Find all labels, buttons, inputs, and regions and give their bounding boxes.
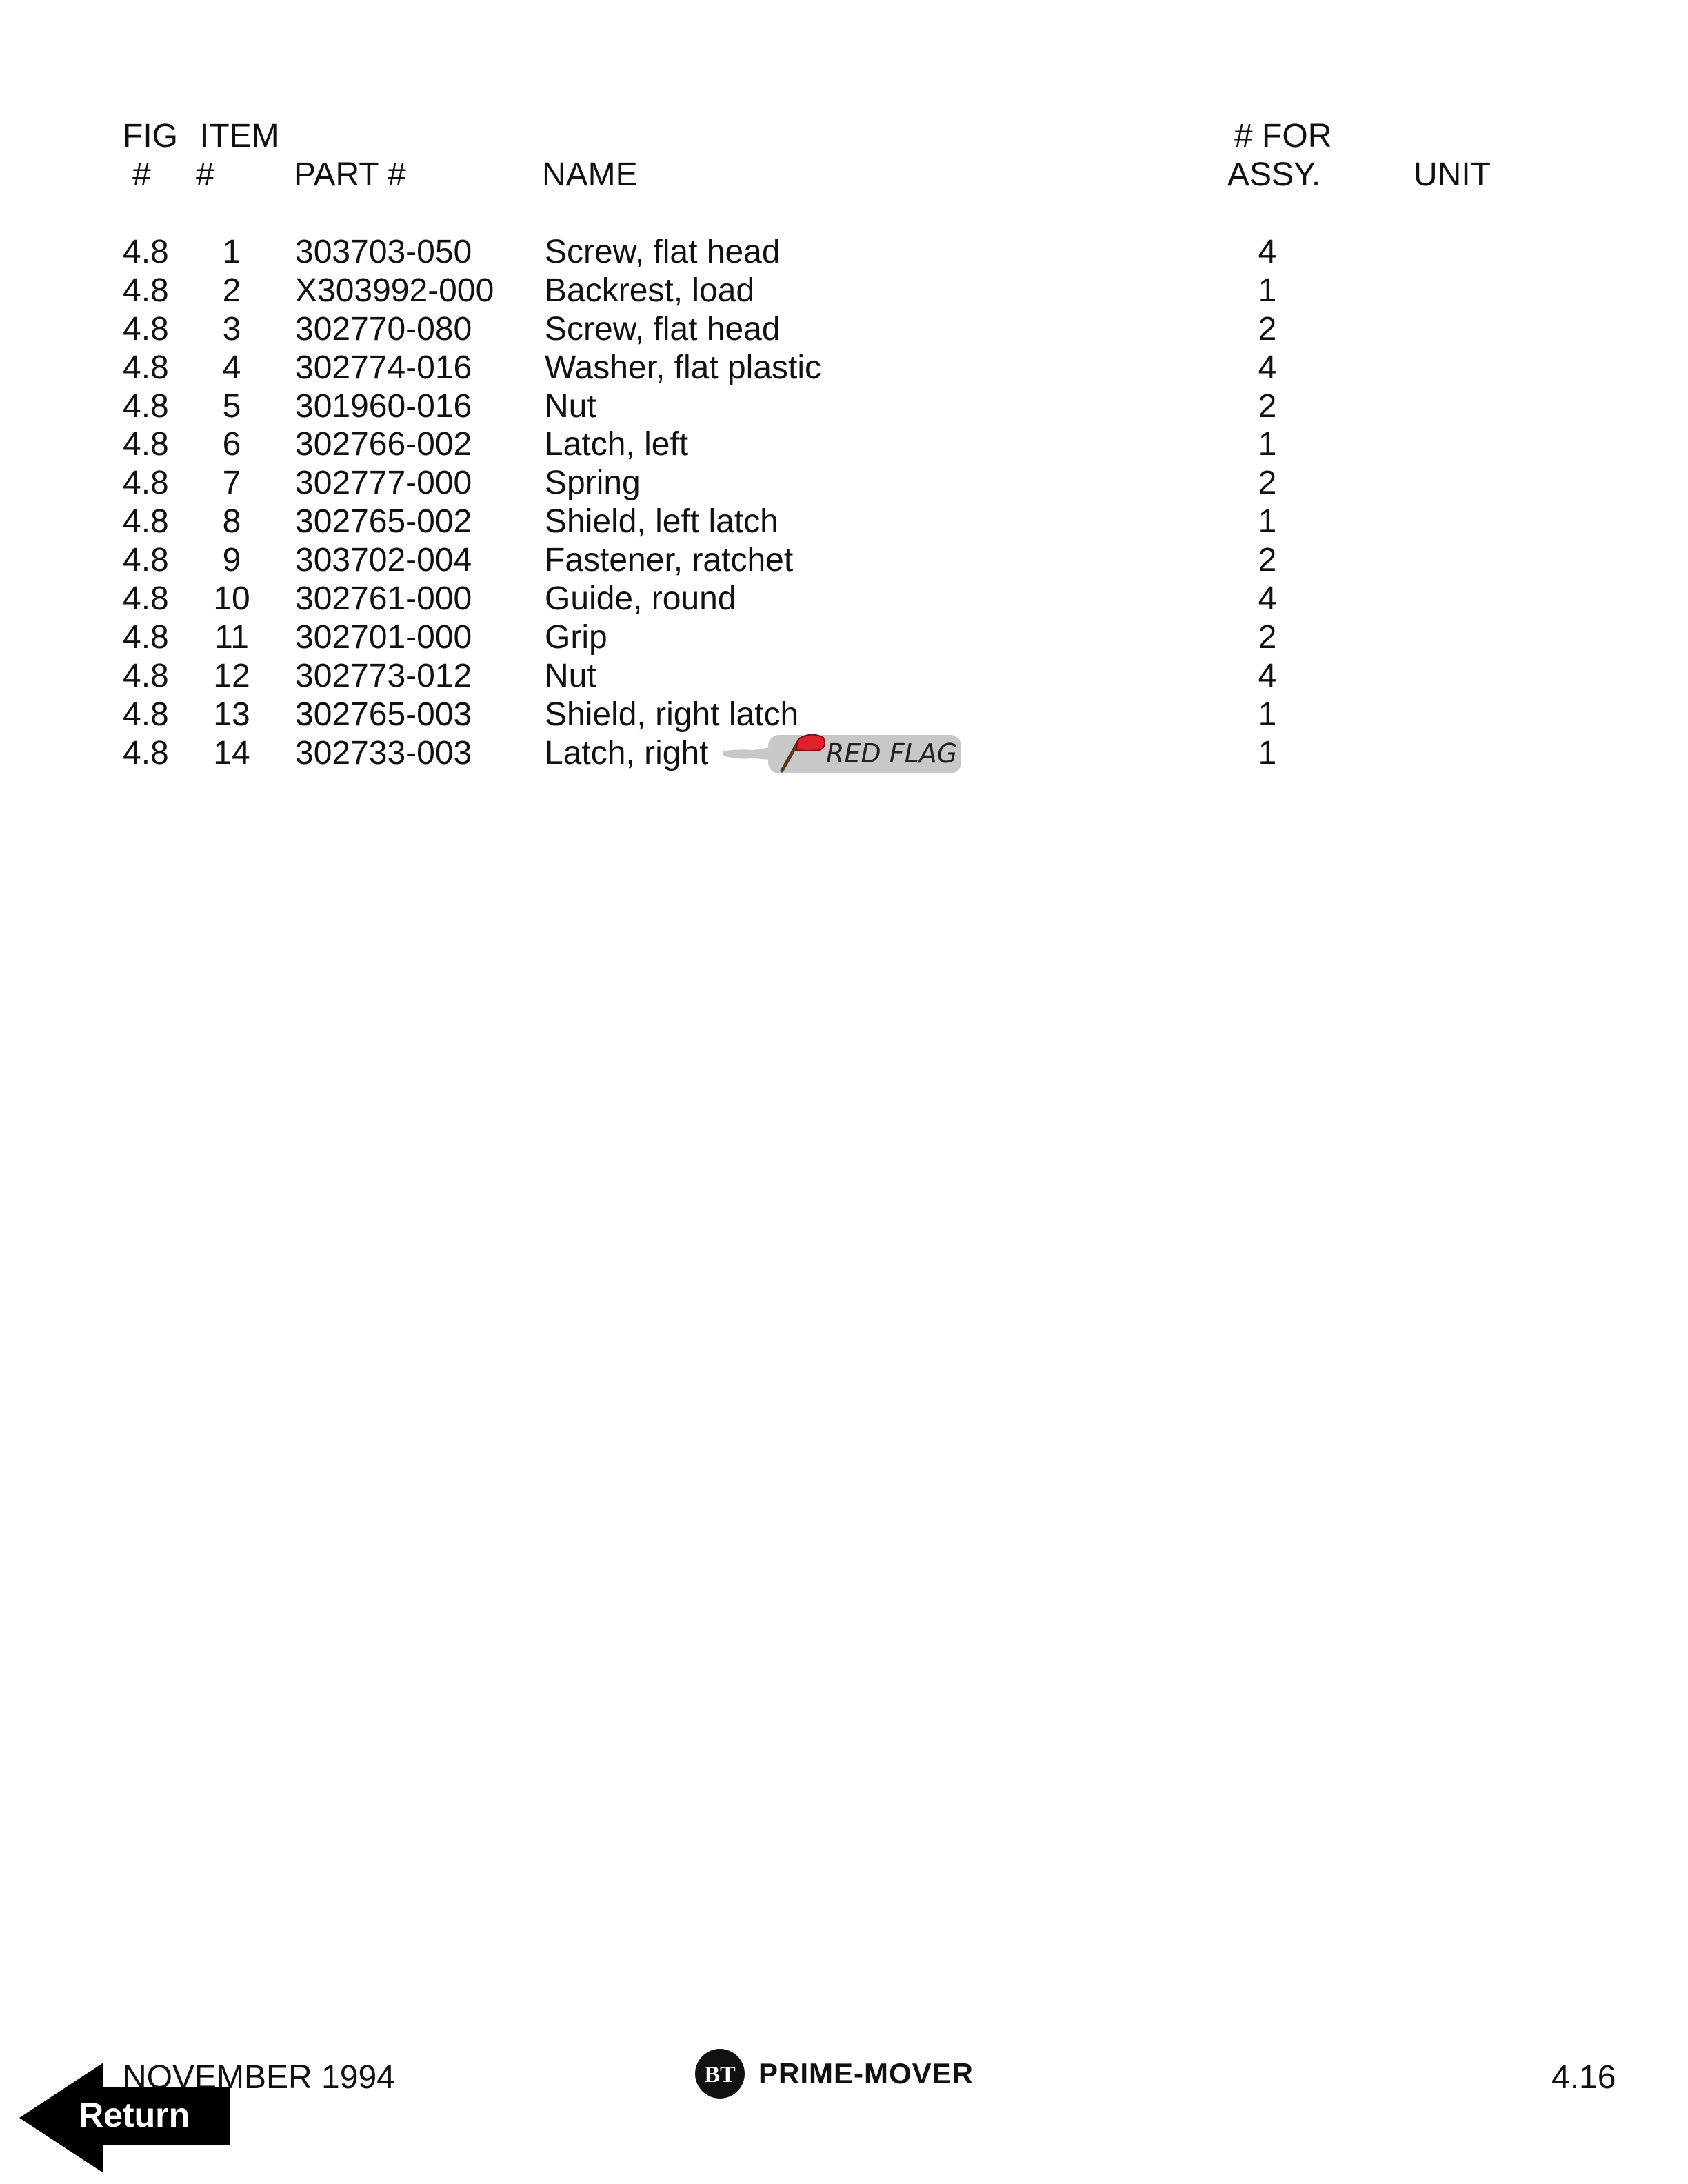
part-cell: 302765-002 — [295, 503, 472, 540]
return-button[interactable] — [19, 2063, 233, 2173]
header-qty-line2: ASSY. — [1227, 156, 1321, 193]
red-flag-icon — [723, 729, 971, 779]
qty-cell: 1 — [1258, 696, 1277, 733]
item-cell: 11 — [214, 618, 249, 656]
fig-cell: 4.8 — [123, 349, 169, 386]
qty-cell: 1 — [1258, 734, 1277, 771]
qty-cell: 2 — [1258, 542, 1277, 579]
part-cell: 302774-016 — [295, 349, 472, 386]
table-row — [0, 233, 1688, 272]
part-cell: 302733-003 — [295, 734, 472, 771]
item-cell: 14 — [213, 734, 250, 771]
parts-table — [0, 233, 1688, 772]
header-item-line1: ITEM — [200, 118, 279, 154]
table-row — [0, 272, 1688, 310]
name-cell: Fastener, ratchet — [545, 542, 794, 579]
fig-cell: 4.8 — [123, 503, 169, 540]
header-item-line2: # — [196, 156, 214, 193]
fig-cell: 4.8 — [123, 734, 169, 771]
table-row — [0, 696, 1688, 734]
part-cell: 302777-000 — [295, 465, 472, 502]
fig-cell: 4.8 — [123, 426, 169, 463]
table-row — [0, 580, 1688, 618]
part-cell: 303703-050 — [295, 234, 472, 270]
name-cell: Spring — [545, 465, 641, 502]
table-row — [0, 503, 1688, 541]
table-row — [0, 387, 1688, 426]
table-row — [0, 310, 1688, 349]
item-cell: 4 — [222, 349, 241, 386]
part-cell: 301960-016 — [295, 387, 472, 425]
item-cell: 12 — [213, 657, 250, 694]
qty-cell: 2 — [1258, 465, 1277, 502]
bt-logo-icon — [694, 2048, 746, 2100]
return-label: Return — [79, 2096, 190, 2134]
svg-text:BT: BT — [704, 2062, 736, 2087]
item-cell: 5 — [222, 387, 241, 425]
part-cell: X303992-000 — [295, 272, 494, 309]
item-cell: 6 — [222, 426, 241, 463]
qty-cell: 4 — [1258, 580, 1277, 618]
part-cell: 302765-003 — [295, 696, 472, 733]
red-flag-label: RED FLAG — [826, 738, 958, 769]
name-cell: Grip — [545, 618, 607, 656]
header-fig-line2: # — [132, 156, 151, 193]
item-cell: 1 — [222, 234, 241, 270]
name-cell: Screw, flat head — [545, 234, 781, 270]
header-name: NAME — [542, 156, 638, 193]
pointer-tail — [723, 747, 771, 760]
qty-cell: 1 — [1258, 426, 1277, 463]
fig-cell: 4.8 — [123, 310, 169, 347]
header-part: PART # — [294, 156, 406, 193]
fig-cell: 4.8 — [123, 234, 169, 270]
part-cell: 303702-004 — [295, 542, 472, 579]
brand-name: PRIME-MOVER — [758, 2057, 974, 2090]
fig-cell: 4.8 — [123, 618, 169, 656]
name-cell: Screw, flat head — [545, 310, 781, 347]
fig-cell: 4.8 — [123, 580, 169, 618]
table-row — [0, 349, 1688, 387]
qty-cell: 4 — [1258, 349, 1277, 386]
qty-cell: 4 — [1258, 657, 1277, 694]
name-cell: Guide, round — [545, 580, 736, 618]
item-cell: 9 — [222, 542, 241, 579]
name-cell: Nut — [545, 657, 596, 694]
part-cell: 302766-002 — [295, 426, 472, 463]
item-cell: 10 — [213, 580, 250, 618]
name-cell: Nut — [545, 387, 596, 425]
name-cell: Latch, right — [545, 734, 709, 771]
fig-cell: 4.8 — [123, 542, 169, 579]
qty-cell: 2 — [1258, 618, 1277, 656]
fig-cell: 4.8 — [123, 387, 169, 425]
table-row — [0, 541, 1688, 580]
part-cell: 302773-012 — [295, 657, 472, 694]
item-cell: 8 — [222, 503, 241, 540]
name-cell: Backrest, load — [545, 272, 755, 309]
part-cell: 302701-000 — [295, 618, 472, 656]
item-cell: 13 — [213, 696, 250, 733]
header-fig-line1: FIG — [123, 118, 178, 154]
qty-cell: 1 — [1258, 272, 1277, 309]
page-number: 4.16 — [1551, 2059, 1616, 2096]
qty-cell: 4 — [1258, 234, 1277, 270]
table-row — [0, 464, 1688, 503]
qty-cell: 1 — [1258, 503, 1277, 540]
name-cell: Latch, left — [545, 426, 689, 463]
qty-cell: 2 — [1258, 310, 1277, 347]
item-cell: 7 — [222, 465, 241, 502]
qty-cell: 2 — [1258, 387, 1277, 425]
footer-date: NOVEMBER 1994 — [123, 2059, 395, 2096]
brand-logo — [694, 2046, 974, 2101]
name-cell: Shield, right latch — [545, 696, 799, 733]
fig-cell: 4.8 — [123, 272, 169, 309]
fig-cell: 4.8 — [123, 657, 169, 694]
header-qty-line1: # FOR — [1234, 118, 1332, 154]
table-row — [0, 657, 1688, 696]
part-cell: 302761-000 — [295, 580, 472, 618]
name-cell: Shield, left latch — [545, 503, 778, 540]
fig-cell: 4.8 — [123, 696, 169, 733]
red-flag-annotation[interactable] — [723, 729, 971, 779]
part-cell: 302770-080 — [295, 310, 472, 347]
item-cell: 3 — [222, 310, 241, 347]
header-unit: UNIT — [1414, 156, 1491, 193]
item-cell: 2 — [222, 272, 241, 309]
table-row — [0, 425, 1688, 464]
table-row — [0, 618, 1688, 657]
fig-cell: 4.8 — [123, 465, 169, 502]
name-cell: Washer, flat plastic — [545, 349, 822, 386]
